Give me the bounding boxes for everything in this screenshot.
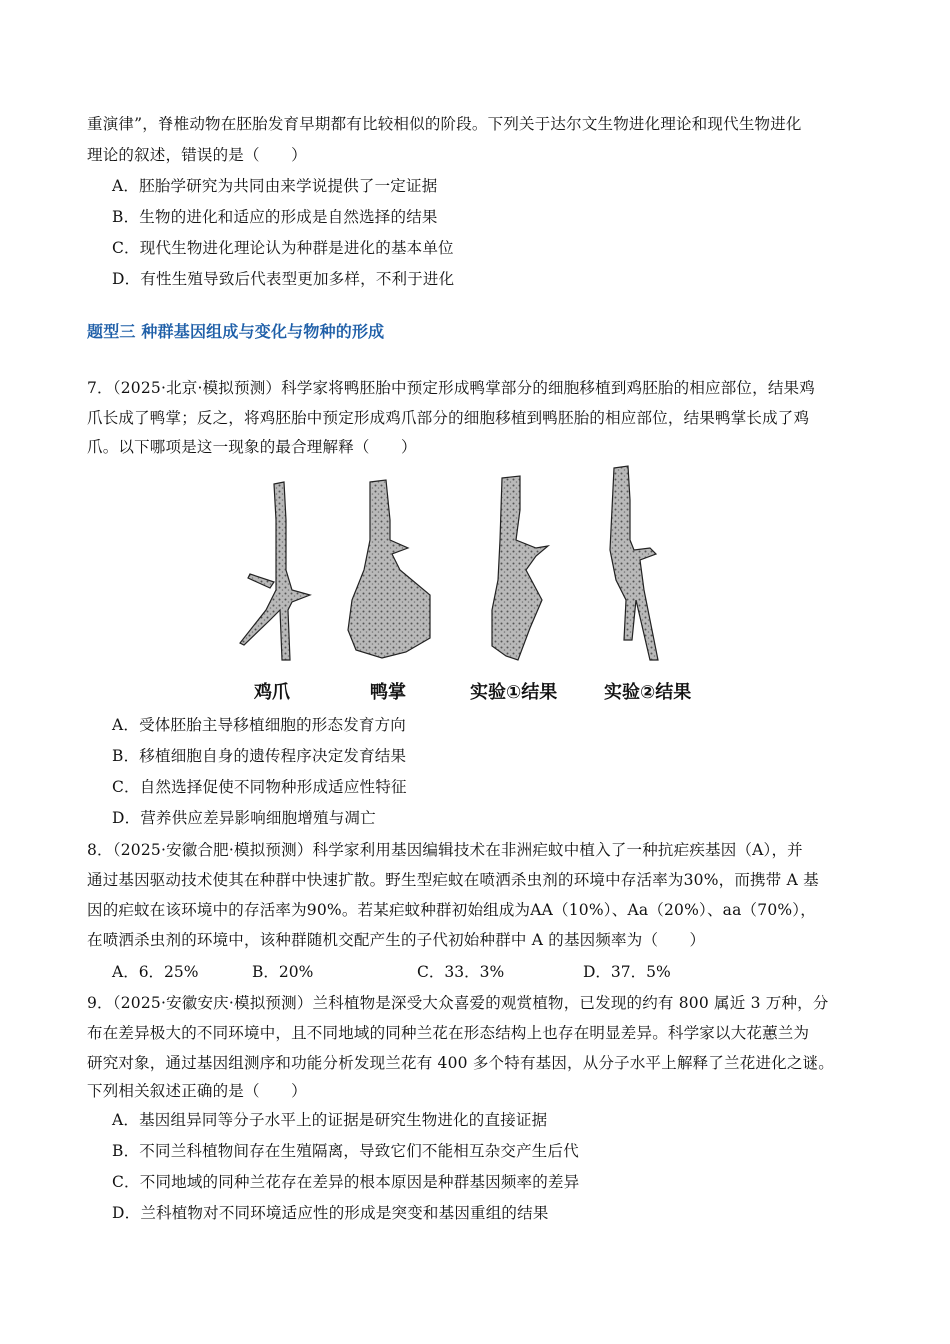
q6-stem-line-2: 理论的叙述，错误的是（ ） [87,146,307,164]
section-heading: 题型三 种群基因组成与变化与物种的形成 [87,322,385,341]
experiment-1-foot-sketch [492,476,548,660]
q9-stem-line-4: 下列相关叙述正确的是（ ） [87,1082,307,1100]
q6-option-c: C．现代生物进化理论认为种群是进化的基本单位 [112,239,454,257]
figure-label-experiment-1: 实验①结果 [470,682,558,703]
q9-option-b: B．不同兰科植物间存在生殖隔离，导致它们不能相互杂交产生后代 [112,1142,579,1160]
q7-option-c: C．自然选择促使不同物种形成适应性特征 [112,778,407,796]
q9-option-a: A．基因组异同等分子水平上的证据是研究生物进化的直接证据 [112,1111,548,1129]
q7-stem-line-3: 爪。以下哪项是这一现象的最合理解释（ ） [87,438,417,456]
q6-option-b: B．生物的进化和适应的形成是自然选择的结果 [112,208,438,226]
q7-stem-line-1: 7．（2025·北京·模拟预测）科学家将鸭胚胎中预定形成鸭掌部分的细胞移植到鸡胚胎的相应部位，结果鸡 [87,379,815,397]
q9-option-c: C．不同地域的同种兰花存在差异的根本原因是种群基因频率的差异 [112,1173,580,1191]
q7-stem-line-2: 爪长成了鸭掌；反之，将鸡胚胎中预定形成鸡爪部分的细胞移植到鸭胚胎的相应部位，结果鸭掌长成了鸡 [87,409,810,427]
figure-label-experiment-2: 实验②结果 [604,682,692,703]
q8-option-a: A．6．25% [112,963,199,981]
figure-label-duck-foot: 鸭掌 [370,682,406,703]
q8-option-d: D．37．5% [583,963,671,981]
chicken-foot-sketch [240,482,310,660]
q6-option-a: A．胚胎学研究为共同由来学说提供了一定证据 [112,177,438,195]
q6-option-d: D．有性生殖导致后代表型更加多样，不利于进化 [112,270,455,288]
q8-option-c: C．33．3% [417,963,505,981]
q8-option-b: B．20% [252,963,314,981]
q9-stem-line-2: 布在差异极大的不同环境中，且不同地域的同种兰花在形态结构上也存在明显差异。科学家以大花蕙兰为 [87,1024,810,1042]
q7-option-a: A．受体胚胎主导移植细胞的形态发育方向 [112,716,406,734]
q6-stem-line-1: 重演律”，脊椎动物在胚胎发育早期都有比较相似的阶段。下列关于达尔文生物进化理论和现代生物进化 [87,115,802,133]
duck-foot-sketch [348,480,430,658]
q8-stem-line-4: 在喷洒杀虫剂的环境中，该种群随机交配产生的子代初始种群中 A 的基因频率为（ ） [87,931,706,949]
figure-label-chicken-foot: 鸡爪 [254,682,290,703]
q8-stem-line-1: 8．（2025·安徽合肥·模拟预测）科学家利用基因编辑技术在非洲疟蚊中植入了一种抗疟疾基因（A），并 [87,841,803,859]
q7-option-d: D．营养供应差异影响细胞增殖与凋亡 [112,809,376,827]
q9-stem-line-1: 9．（2025·安徽安庆·模拟预测）兰科植物是深受大众喜爱的观赏植物，已发现的约有 800 属近 3 万种，分 [87,994,829,1012]
q9-stem-line-3: 研究对象，通过基因组测序和功能分析发现兰花有 400 多个特有基因，从分子水平上解释了兰花进化之谜。 [87,1054,834,1072]
q9-option-d: D．兰科植物对不同环境适应性的形成是突变和基因重组的结果 [112,1204,549,1222]
q8-stem-line-3: 因的疟蚊在该环境中的存活率为90%。若某疟蚊种群初始组成为AA（10%）、Aa（20%）、aa（70%）， [87,901,816,919]
q8-stem-line-2: 通过基因驱动技术使其在种群中快速扩散。野生型疟蚊在喷洒杀虫剂的环境中存活率为30%，而携带 A 基 [87,871,819,889]
experiment-2-foot-sketch [610,466,658,660]
q7-option-b: B．移植细胞自身的遗传程序决定发育结果 [112,747,407,765]
foot-comparison-figure [230,460,730,670]
